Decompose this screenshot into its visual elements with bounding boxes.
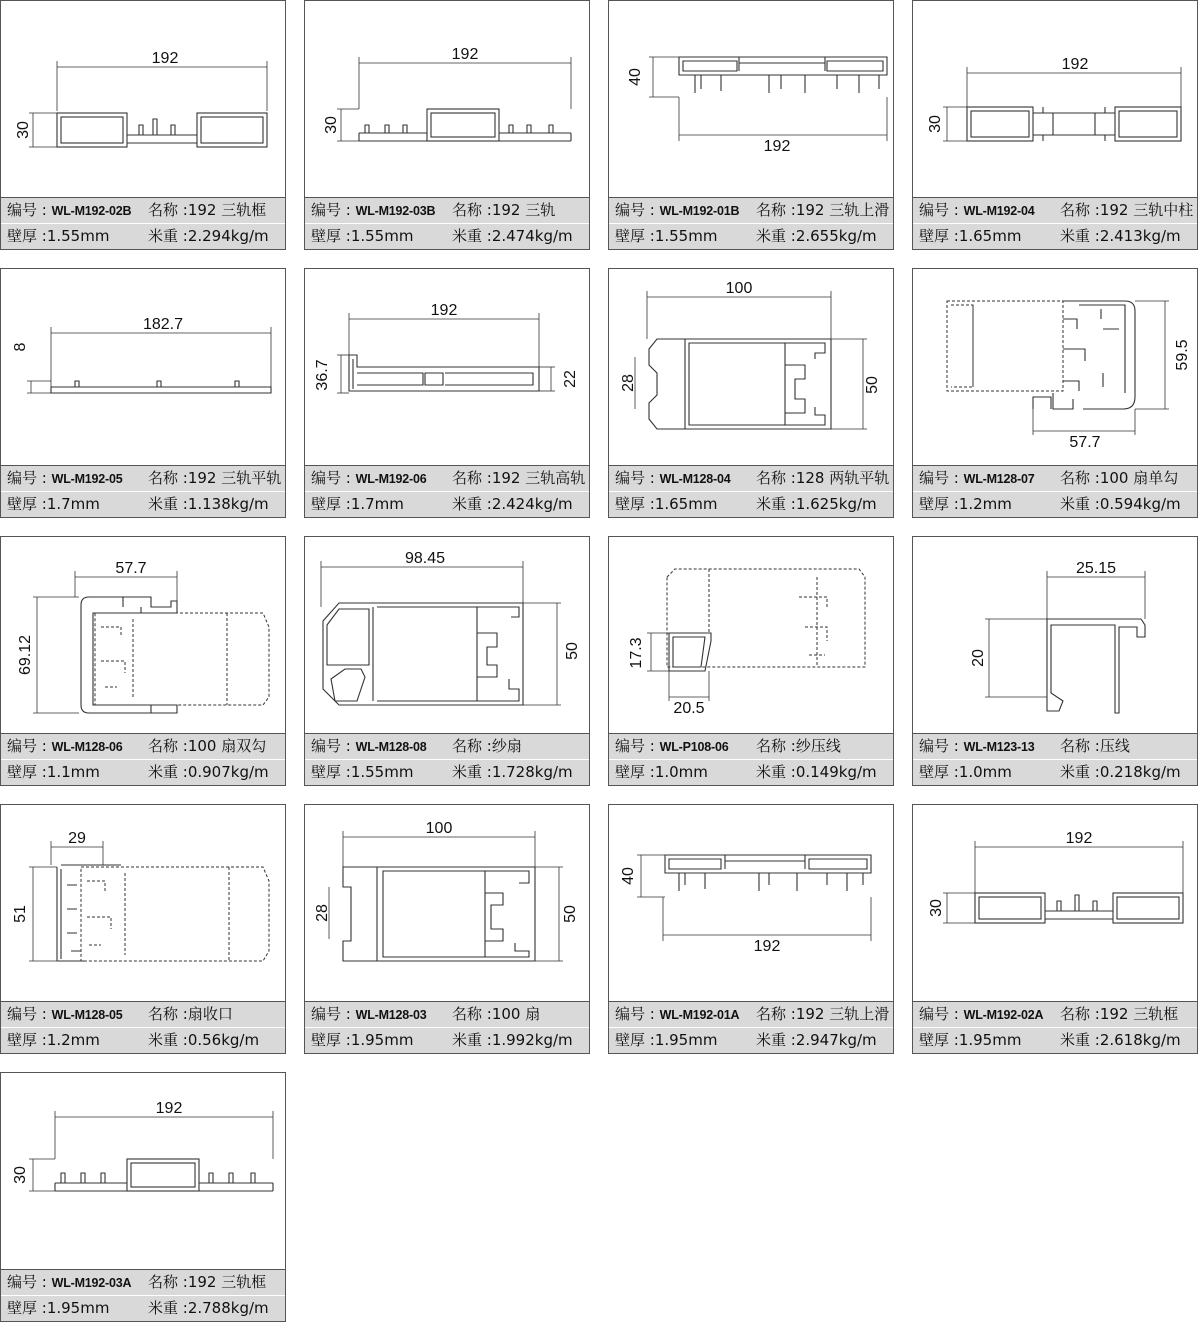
dimension-width: 192 [763, 138, 791, 155]
profile-card [0, 1072, 286, 1322]
dimension-height: 40 [620, 867, 637, 885]
wall-thickness: 1.55mm [46, 227, 110, 245]
wall-thickness: 1.95mm [654, 1031, 718, 1049]
dimension-height: 59.5 [1174, 339, 1191, 371]
profile-code: WL-M192-01B [659, 204, 740, 218]
dimension-height: 30 [12, 1166, 29, 1184]
profile-info: 编号 : WL-M192-03B 名称 :192 三轨 壁厚 :1.55mm 米重 :2.474kg/m [305, 197, 589, 250]
profile-drawing [609, 1, 893, 197]
meter-weight: 0.149kg/m [795, 763, 877, 781]
profile-name: 192 三轨上滑 [795, 1005, 890, 1023]
dimension-width: 100 [725, 280, 753, 297]
profile-card [912, 536, 1198, 786]
profile-name: 192 三轨高轨 [491, 469, 586, 487]
profile-code: WL-M128-03 [355, 1008, 427, 1022]
dimension-height: 30 [323, 116, 340, 134]
meter-weight: 2.294kg/m [187, 227, 269, 245]
profile-card [304, 268, 590, 518]
profile-card [304, 536, 590, 786]
profile-card [608, 536, 894, 786]
dimension-right-height: 50 [864, 376, 881, 394]
wall-thickness: 1.95mm [46, 1299, 110, 1317]
profile-info: 编号 : WL-M128-04 名称 :128 两轨平轨 壁厚 :1.65mm 米重 :1.625kg/m [609, 465, 893, 518]
profile-drawing [305, 1, 589, 197]
wall-thickness: 1.65mm [958, 227, 1022, 245]
profile-card [304, 804, 590, 1054]
wall-thickness: 1.2mm [46, 1031, 100, 1049]
profile-card [0, 536, 286, 786]
profile-card [912, 804, 1198, 1054]
profile-code: WL-M192-05 [51, 472, 123, 486]
profile-info: 编号 : WL-M192-01A 名称 :192 三轨上滑 壁厚 :1.95mm 米重 :2.947kg/m [609, 1001, 893, 1054]
meter-weight: 2.655kg/m [795, 227, 877, 245]
dimension-width: 192 [151, 50, 179, 67]
profile-card [608, 0, 894, 250]
profile-name: 192 三轨上滑 [795, 201, 890, 219]
profile-name: 压线 [1099, 737, 1130, 755]
profile-info: 编号 : WL-M128-05 名称 :扇收口 壁厚 :1.2mm 米重 :0.56kg/m [1, 1001, 285, 1054]
profile-code: WL-M123-13 [963, 740, 1035, 754]
profile-drawing [305, 805, 589, 1001]
profile-code: WL-M128-07 [963, 472, 1035, 486]
profile-info: 编号 : WL-M128-07 名称 :100 扇单勾 壁厚 :1.2mm 米重 :0.594kg/m [913, 465, 1197, 518]
wall-thickness: 1.7mm [46, 495, 100, 513]
meter-weight: 2.618kg/m [1099, 1031, 1181, 1049]
profile-info: 编号 : WL-M192-02A 名称 :192 三轨框 壁厚 :1.95mm 米重 :2.618kg/m [913, 1001, 1197, 1054]
dimension-height: 17.3 [628, 637, 645, 669]
profile-card [608, 804, 894, 1054]
profile-card [608, 268, 894, 518]
dimension-width: 192 [155, 1100, 183, 1117]
profile-drawing [609, 805, 893, 1001]
profile-info: 编号 : WL-M192-06 名称 :192 三轨高轨 壁厚 :1.7mm 米重 :2.424kg/m [305, 465, 589, 518]
profile-info: 编号 : WL-P108-06 名称 :纱压线 壁厚 :1.0mm 米重 :0.149kg/m [609, 733, 893, 786]
profile-drawing [913, 269, 1197, 465]
wall-thickness: 1.2mm [958, 495, 1012, 513]
dimension-width: 25.15 [1075, 560, 1117, 577]
profile-drawing [913, 805, 1197, 1001]
profile-drawing [609, 269, 893, 465]
dimension-width: 192 [1065, 830, 1093, 847]
profile-drawing [1, 269, 285, 465]
profile-code: WL-M128-06 [51, 740, 123, 754]
profile-info: 编号 : WL-M192-01B 名称 :192 三轨上滑 壁厚 :1.55mm 米重 :2.655kg/m [609, 197, 893, 250]
profile-drawing [305, 269, 589, 465]
dimension-left-height: 28 [620, 374, 637, 392]
profile-info: 编号 : WL-M192-04 名称 :192 三轨中柱 壁厚 :1.65mm 米重 :2.413kg/m [913, 197, 1197, 250]
dimension-width: 192 [753, 938, 781, 955]
profile-info: 编号 : WL-M192-05 名称 :192 三轨平轨 壁厚 :1.7mm 米重 :1.138kg/m [1, 465, 285, 518]
profile-name: 纱扇 [491, 737, 522, 755]
wall-thickness: 1.55mm [654, 227, 718, 245]
meter-weight: 2.474kg/m [491, 227, 573, 245]
profile-name: 192 三轨框 [187, 201, 267, 219]
profile-card [0, 0, 286, 250]
profile-name: 100 扇双勾 [187, 737, 267, 755]
meter-weight: 0.594kg/m [1099, 495, 1181, 513]
wall-thickness: 1.95mm [958, 1031, 1022, 1049]
meter-weight: 1.625kg/m [795, 495, 877, 513]
meter-weight: 2.788kg/m [187, 1299, 269, 1317]
dimension-right-height: 50 [562, 905, 579, 923]
profile-card [912, 268, 1198, 518]
dimension-height: 30 [928, 899, 945, 917]
dimension-width: 192 [451, 46, 479, 63]
profile-code: WL-M128-08 [355, 740, 427, 754]
dimension-height: 30 [927, 115, 944, 133]
profile-drawing [1, 805, 285, 1001]
profile-drawing [913, 1, 1197, 197]
profile-info: 编号 : WL-M128-08 名称 :纱扇 壁厚 :1.55mm 米重 :1.728kg/m [305, 733, 589, 786]
wall-thickness: 1.55mm [350, 227, 414, 245]
profile-name: 192 三轨框 [187, 1273, 267, 1291]
dimension-width: 57.7 [1069, 434, 1101, 451]
wall-thickness: 1.0mm [654, 763, 708, 781]
profile-card [304, 0, 590, 250]
dimension-height: 20 [970, 649, 987, 667]
dimension-width: 98.45 [404, 550, 446, 567]
dimension-width: 29 [68, 830, 86, 847]
profile-code: WL-M192-03B [355, 204, 436, 218]
dimension-height: 50 [564, 642, 581, 660]
profile-name: 128 两轨平轨 [795, 469, 890, 487]
profile-name: 纱压线 [795, 737, 841, 755]
profile-drawing [913, 537, 1197, 733]
profile-drawing [1, 1073, 285, 1269]
profile-drawing [1, 537, 285, 733]
profile-card [912, 0, 1198, 250]
wall-thickness: 1.1mm [46, 763, 100, 781]
meter-weight: 0.907kg/m [187, 763, 269, 781]
profile-drawing [609, 537, 893, 733]
profile-name: 192 三轨中柱 [1099, 201, 1194, 219]
profile-name: 192 三轨 [491, 201, 556, 219]
profile-code: WL-M192-04 [963, 204, 1035, 218]
dimension-width: 192 [430, 302, 458, 319]
dimension-width: 192 [1061, 56, 1089, 73]
profile-info: 编号 : WL-M192-03A 名称 :192 三轨框 壁厚 :1.95mm 米重 :2.788kg/m [1, 1269, 285, 1322]
meter-weight: 2.947kg/m [795, 1031, 877, 1049]
meter-weight: 2.424kg/m [491, 495, 573, 513]
dimension-width: 20.5 [673, 700, 705, 717]
wall-thickness: 1.0mm [958, 763, 1012, 781]
profile-info: 编号 : WL-M128-03 名称 :100 扇 壁厚 :1.95mm 米重 :1.992kg/m [305, 1001, 589, 1054]
profile-info: 编号 : WL-M192-02B 名称 :192 三轨框 壁厚 :1.55mm 米重 :2.294kg/m [1, 197, 285, 250]
profile-info: 编号 : WL-M128-06 名称 :100 扇双勾 壁厚 :1.1mm 米重 :0.907kg/m [1, 733, 285, 786]
dimension-height: 40 [627, 68, 644, 86]
dimension-height: 30 [15, 121, 32, 139]
profile-code: WL-M128-05 [51, 1008, 123, 1022]
meter-weight: 0.56kg/m [187, 1031, 260, 1049]
profile-code: WL-M192-01A [659, 1008, 740, 1022]
profile-code: WL-M192-02A [963, 1008, 1044, 1022]
meter-weight: 2.413kg/m [1099, 227, 1181, 245]
dimension-left-height: 36.7 [314, 359, 331, 391]
dimension-width: 57.7 [115, 560, 147, 577]
profile-name: 192 三轨框 [1099, 1005, 1179, 1023]
profile-card [0, 268, 286, 518]
meter-weight: 0.218kg/m [1099, 763, 1181, 781]
profile-name: 100 扇 [491, 1005, 541, 1023]
dimension-height: 8 [12, 342, 29, 352]
meter-weight: 1.992kg/m [491, 1031, 573, 1049]
dimension-width: 100 [425, 820, 453, 837]
profile-code: WL-M128-04 [659, 472, 731, 486]
profile-drawing [305, 537, 589, 733]
wall-thickness: 1.7mm [350, 495, 404, 513]
profile-code: WL-M192-06 [355, 472, 427, 486]
dimension-height: 69.12 [17, 634, 34, 676]
wall-thickness: 1.55mm [350, 763, 414, 781]
wall-thickness: 1.65mm [654, 495, 718, 513]
dimension-width: 182.7 [142, 316, 184, 333]
profile-card [0, 804, 286, 1054]
profile-code: WL-P108-06 [659, 740, 729, 754]
meter-weight: 1.728kg/m [491, 763, 573, 781]
profile-info: 编号 : WL-M123-13 名称 :压线 壁厚 :1.0mm 米重 :0.218kg/m [913, 733, 1197, 786]
wall-thickness: 1.95mm [350, 1031, 414, 1049]
profile-name: 扇收口 [187, 1005, 233, 1023]
profile-code: WL-M192-02B [51, 204, 132, 218]
profile-name: 192 三轨平轨 [187, 469, 282, 487]
dimension-left-height: 28 [314, 904, 331, 922]
dimension-right-height: 22 [562, 370, 579, 388]
meter-weight: 1.138kg/m [187, 495, 269, 513]
profile-code: WL-M192-03A [51, 1276, 132, 1290]
profile-name: 100 扇单勾 [1099, 469, 1179, 487]
dimension-height: 51 [12, 905, 29, 923]
profile-drawing [1, 1, 285, 197]
